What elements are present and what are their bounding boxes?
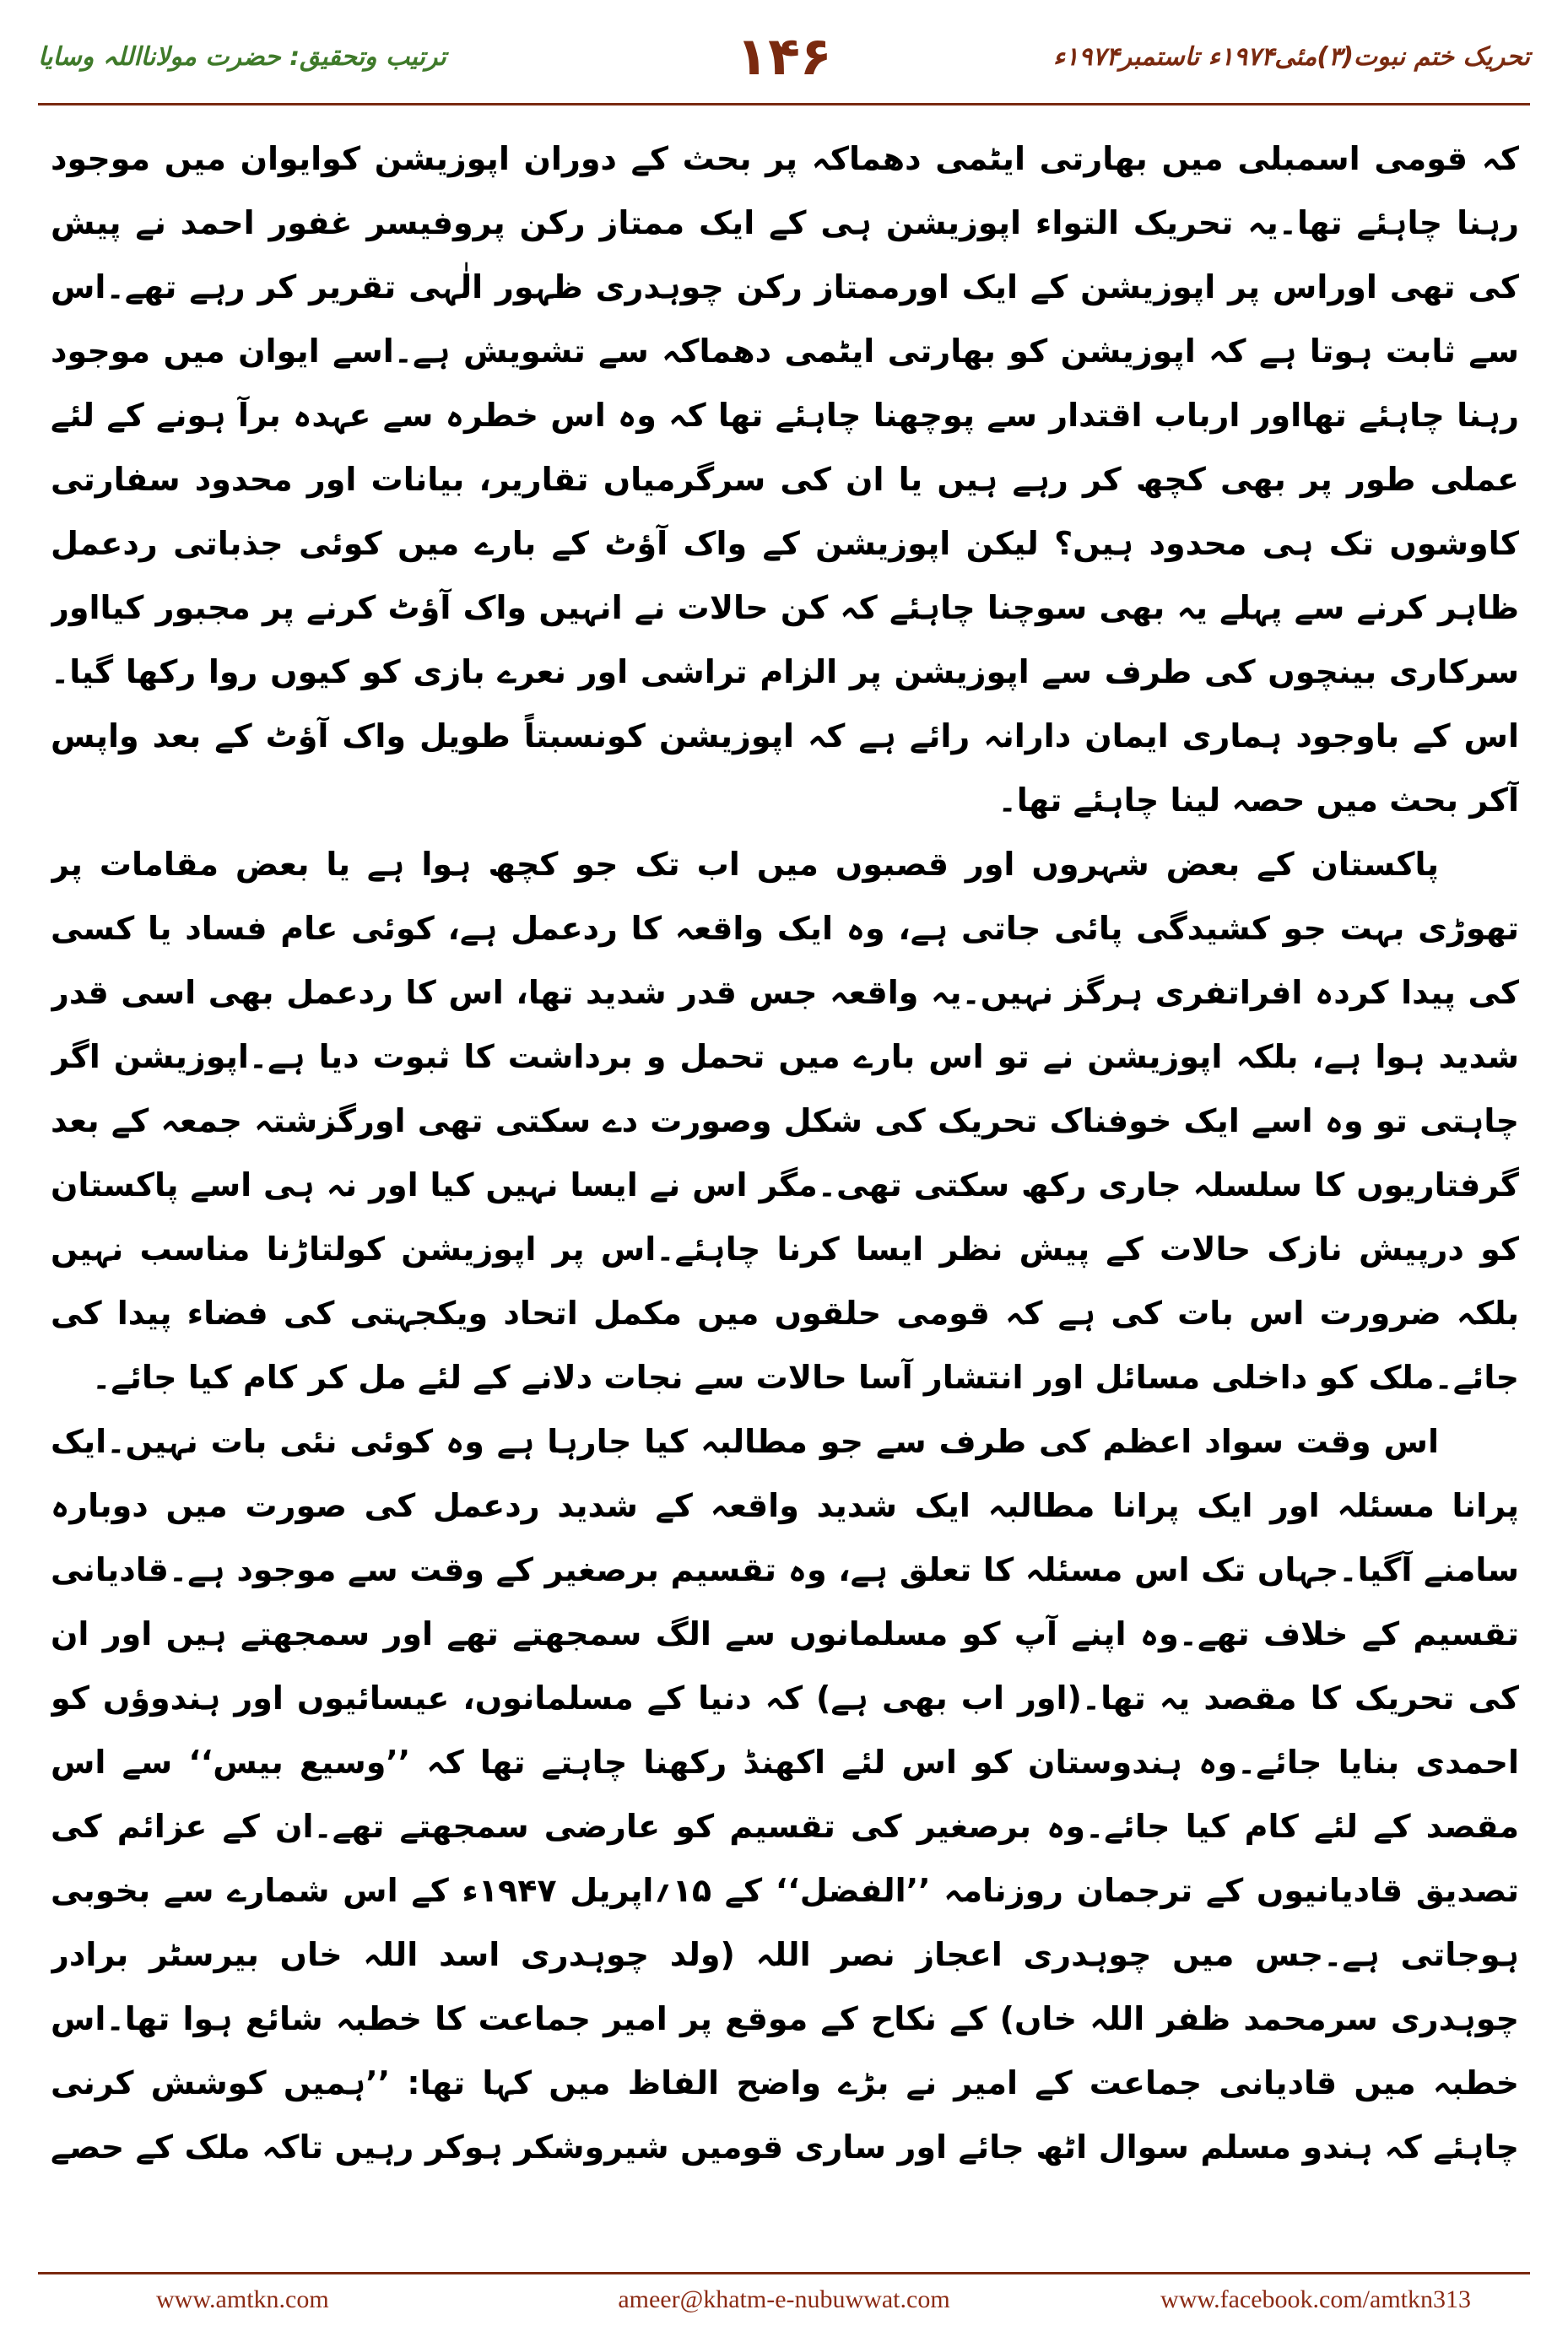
page-footer [38,2285,1530,2319]
header-divider [38,103,1530,105]
paragraph-2: پاکستان کے بعض شہروں اور قصبوں میں اب تک جو کچھ ہوا ہے یا بعض مقامات پر تھوڑی بہت جو کشیدگی پائی جاتی ہے، وہ ایک واقعہ کا ردعمل ہے، کوئی عام فساد یا کسی کی پیدا کردہ افراتفری ہرگز نہیں۔یہ واقعہ جس قدر شدید تھا، اس کا ردعمل بھی اسی قدر شدید ہوا ہے، بلکہ اپوزیشن نے تو اس بارے میں تحمل و برداشت کا ثبوت دیا ہے۔اپوزیشن اگر چاہتی تو وہ اسے ایک خوفناک تحریک کی شکل وصورت دے سکتی تھی اورگزشتہ جمعہ کے بعد گرفتاریوں کا سلسلہ جاری رکھ سکتی تھی۔مگر اس نے ایسا نہیں کیا اور نہ ہی اسے پاکستان کو درپیش نازک حالات کے پیش نظر ایسا کرنا چاہئے۔اس پر اپوزیشن کولتاڑنا مناسب نہیں بلکہ ضرورت اس بات کی ہے کہ قومی حلقوں میں مکمل اتحاد ویکجہتی کی فضاء پیدا کی جائے۔ملک کو داخلی مسائل اور انتشار آسا حالات سے نجات دلانے کے لئے مل کر کام کیا جائے۔ [51,846,1519,1396]
facebook-link[interactable]: www.facebook.com/amtkn313 [1160,2285,1471,2313]
footer-divider [38,2272,1530,2274]
body-text [51,127,1519,2186]
website-link[interactable]: www.amtkn.com [156,2285,329,2313]
email-link[interactable]: ameer@khatm-e-nubuwwat.com [618,2285,950,2313]
compiler-credit: ترتیب وتحقیق: حضرت مولانااللہ وسایا [38,42,446,72]
paragraph-1: کہ قومی اسمبلی میں بھارتی ایٹمی دھماکہ پر بحث کے دوران اپوزیشن کوایوان میں موجود رہنا چاہئے تھا۔یہ تحریک التواء اپوزیشن ہی کے ایک ممتاز رکن پروفیسر غفور احمد نے پیش کی تھی اوراس پر اپوزیشن کے ایک اورممتاز رکن چوہدری ظہور الٰہی تقریر کر رہے تھے۔اس سے ثابت ہوتا ہے کہ اپوزیشن کو بھارتی ایٹمی دھماکہ سے تشویش ہے۔اسے ایوان میں موجود رہنا چاہئے تھااور ارباب اقتدار سے پوچھنا چاہئے تھا کہ وہ اس خطرہ سے عہدہ برآ ہونے کے لئے عملی طور پر بھی کچھ کر رہے ہیں یا ان کی سرگرمیاں تقاریر، بیانات اور محدود سفارتی کاوشوں تک ہی محدود ہیں؟ لیکن اپوزیشن کے واک آؤٹ کے بارے میں کوئی جذباتی ردعمل ظاہر کرنے سے پہلے یہ بھی سوچنا چاہئے کہ کن حالات نے انہیں واک آؤٹ کرنے پر مجبور کیااور سرکاری بینچوں کی طرف سے اپوزیشن پر الزام تراشی اور نعرے بازی کو کیوں روا رکھا گیا۔اس کے باوجود ہماری ایمان دارانہ رائے ہے کہ اپوزیشن کونسبتاً طویل واک آؤٹ کے بعد واپس آکر بحث میں حصہ لینا چاہئے تھا۔ [51,140,1519,819]
page-header [38,24,1530,101]
page-number: ۱۴۶ [736,25,832,87]
book-title: تحریک ختم نبوت(۳)مئی۱۹۷۴ء تاستمبر۱۹۷۴ء [1053,42,1530,72]
paragraph-3: اس وقت سواد اعظم کی طرف سے جو مطالبہ کیا جارہا ہے وہ کوئی نئی بات نہیں۔ایک پرانا مسئلہ اور ایک پرانا مطالبہ ایک شدید واقعہ کے شدید ردعمل کی صورت میں دوبارہ سامنے آگیا۔جہاں تک اس مسئلہ کا تعلق ہے، وہ تقسیم برصغیر کے وقت سے موجود ہے۔قادیانی تقسیم کے خلاف تھے۔وہ اپنے آپ کو مسلمانوں سے الگ سمجھتے تھے اور سمجھتے ہیں اور ان کی تحریک کا مقصد یہ تھا۔(اور اب بھی ہے) کہ دنیا کے مسلمانوں، عیسائیوں اور ہندوؤں کو احمدی بنایا جائے۔وہ ہندوستان کو اس لئے اکھنڈ رکھنا چاہتے تھا کہ ’’وسیع بیس‘‘ سے اس مقصد کے لئے کام کیا جائے۔وہ برصغیر کی تقسیم کو عارضی سمجھتے تھے۔ان کے عزائم کی تصدیق قادیانیوں کے ترجمان روزنامہ ’’الفضل‘‘ کے ۱۵؍اپریل ۱۹۴۷ء کے اس شمارے سے بخوبی ہوجاتی ہے۔جس میں چوہدری اعجاز نصر اللہ (ولد چوہدری اسد اللہ خاں بیرسٹر برادر چوہدری سرمحمد ظفر اللہ خاں) کے نکاح کے موقع پر امیر جماعت کا خطبہ شائع ہوا تھا۔اس خطبہ میں قادیانی جماعت کے امیر نے بڑے واضح الفاظ میں کہا تھا: ’’ہمیں کوشش کرنی چاہئے کہ ہندو مسلم سوال اٹھ جائے اور ساری قومیں شیروشکر ہوکر رہیں تاکہ ملک کے حصے [51,1423,1519,2166]
